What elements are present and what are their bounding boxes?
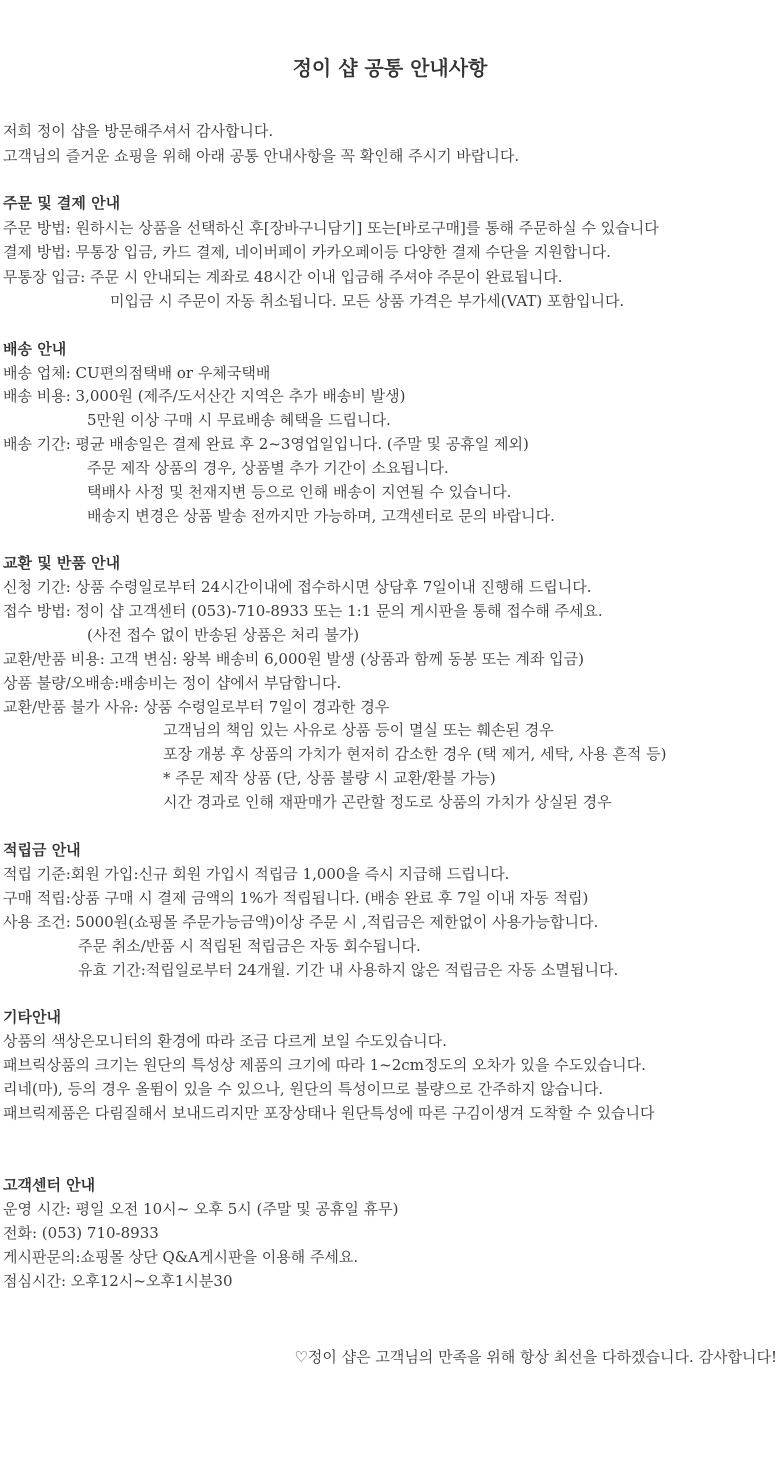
points-line: 주문 취소/반품 시 적립된 적립금은 자동 회수됩니다. — [78, 937, 421, 955]
points-line: 유효 기간:적립일로부터 24개월. 기간 내 사용하지 않은 적립금은 자동 소멸됩니다. — [78, 961, 619, 979]
support-line: 운영 시간: 평일 오전 10시~ 오후 5시 (주말 및 공휴일 휴무) — [3, 1200, 399, 1218]
etc-line: 패브릭제품은 다림질해서 보내드리지만 포장상태나 원단특성에 따른 구김이생겨 도착할 수 있습니다 — [3, 1104, 655, 1122]
exchange-line: 접수 방법: 정이 샵 고객센터 (053)-710-8933 또는 1:1 문의 게시판을 통해 접수해 주세요. — [3, 602, 603, 620]
points-line: 사용 조건: 5000원(쇼핑몰 주문가능금액)이상 주문 시 ,적립금은 제한없이 사용가능합니다. — [3, 913, 599, 931]
intro-line: 저희 정이 샵을 방문해주셔서 감사합니다. — [3, 122, 274, 140]
shipping-line: 배송 업체: CU편의점택배 or 우체국택배 — [3, 364, 271, 382]
section-heading-exchange: 교환 및 반품 안내 — [3, 554, 121, 572]
exchange-line: 신청 기간: 상품 수령일로부터 24시간이내에 접수하시면 상담후 7일이내 진행해 드립니다. — [3, 578, 592, 596]
section-heading-support: 고객센터 안내 — [3, 1176, 96, 1194]
points-line: 구매 적립:상품 구매 시 결제 금액의 1%가 적립됩니다. (배송 완료 후 7일 이내 자동 적립) — [3, 889, 589, 907]
shipping-line: 배송 비용: 3,000원 (제주/도서산간 지역은 추가 배송비 발생) — [3, 387, 406, 405]
exchange-line: 상품 불량/오배송:배송비는 정이 샵에서 부담합니다. — [3, 674, 342, 692]
exchange-line: 교환/반품 불가 사유: 상품 수령일로부터 7일이 경과한 경우 — [3, 698, 390, 716]
exchange-line: (사전 접수 없이 반송된 상품은 처리 불가) — [87, 626, 360, 644]
points-line: 적립 기준:회원 가입:신규 회원 가입시 적립금 1,000을 즉시 지급해 드립니다. — [3, 865, 510, 883]
shipping-line: 택배사 사정 및 천재지변 등으로 인해 배송이 지연될 수 있습니다. — [87, 483, 512, 501]
support-line: 게시판문의:쇼핑몰 상단 Q&A게시판을 이용해 주세요. — [3, 1248, 359, 1266]
exchange-line: 시간 경과로 인해 재판매가 곤란할 정도로 상품의 가치가 상실된 경우 — [163, 793, 612, 811]
closing-message: ♡정이 샵은 고객님의 만족을 위해 항상 최선을 다하겠습니다. 감사합니다! — [294, 1348, 777, 1366]
exchange-line: * 주문 제작 상품 (단, 상품 불량 시 교환/환불 가능) — [163, 769, 496, 787]
section-heading-shipping: 배송 안내 — [3, 340, 67, 358]
order-line: 무통장 입금: 주문 시 안내되는 계좌로 48시간 이내 입금해 주셔야 주문이 완료됩니다. — [3, 268, 563, 286]
exchange-line: 교환/반품 비용: 고객 변심: 왕복 배송비 6,000원 발생 (상품과 함께 동봉 또는 계좌 입금) — [3, 650, 584, 668]
etc-line: 상품의 색상은모니터의 환경에 따라 조금 다르게 보일 수도있습니다. — [3, 1032, 447, 1050]
intro-line: 고객님의 즐거운 쇼핑을 위해 아래 공통 안내사항을 꼭 확인해 주시기 바랍니다. — [3, 147, 520, 165]
support-line: 점심시간: 오후12시~오후1시분30 — [3, 1272, 233, 1290]
etc-line: 패브릭상품의 크기는 원단의 특성상 제품의 크기에 따라 1~2cm정도의 오차가 있을 수도있습니다. — [3, 1056, 646, 1074]
shipping-line: 5만원 이상 구매 시 무료배송 혜택을 드립니다. — [87, 411, 391, 429]
order-line: 주문 방법: 원하시는 상품을 선택하신 후[장바구니담기] 또는[바로구매]를 통해 주문하실 수 있습니다 — [3, 219, 659, 237]
order-line: 미입금 시 주문이 자동 취소됩니다. 모든 상품 가격은 부가세(VAT) 포함입니다. — [110, 292, 625, 310]
etc-line: 리네(마), 등의 경우 올뜀이 있을 수 있으나, 원단의 특성이므로 불량으로 간주하지 않습니다. — [3, 1080, 604, 1098]
order-line: 결제 방법: 무통장 입금, 카드 결제, 네이버페이 카카오페이등 다양한 결제 수단을 지원합니다. — [3, 243, 611, 261]
section-heading-order: 주문 및 결제 안내 — [3, 194, 121, 212]
section-heading-etc: 기타안내 — [3, 1008, 61, 1026]
shipping-line: 배송지 변경은 상품 발송 전까지만 가능하며, 고객센터로 문의 바랍니다. — [87, 507, 555, 525]
exchange-line: 고객님의 책임 있는 사유로 상품 등이 멸실 또는 훼손된 경우 — [163, 721, 554, 739]
shipping-line: 배송 기간: 평균 배송일은 결제 완료 후 2~3영업일입니다. (주말 및 공휴일 제외) — [3, 435, 529, 453]
section-heading-points: 적립금 안내 — [3, 841, 81, 859]
shipping-line: 주문 제작 상품의 경우, 상품별 추가 기간이 소요됩니다. — [87, 459, 449, 477]
support-line: 전화: (053) 710-8933 — [3, 1224, 159, 1242]
page-title: 정이 샵 공통 안내사항 — [292, 56, 488, 80]
exchange-line: 포장 개봉 후 상품의 가치가 현저히 감소한 경우 (택 제거, 세탁, 사용 흔적 등) — [163, 745, 667, 763]
